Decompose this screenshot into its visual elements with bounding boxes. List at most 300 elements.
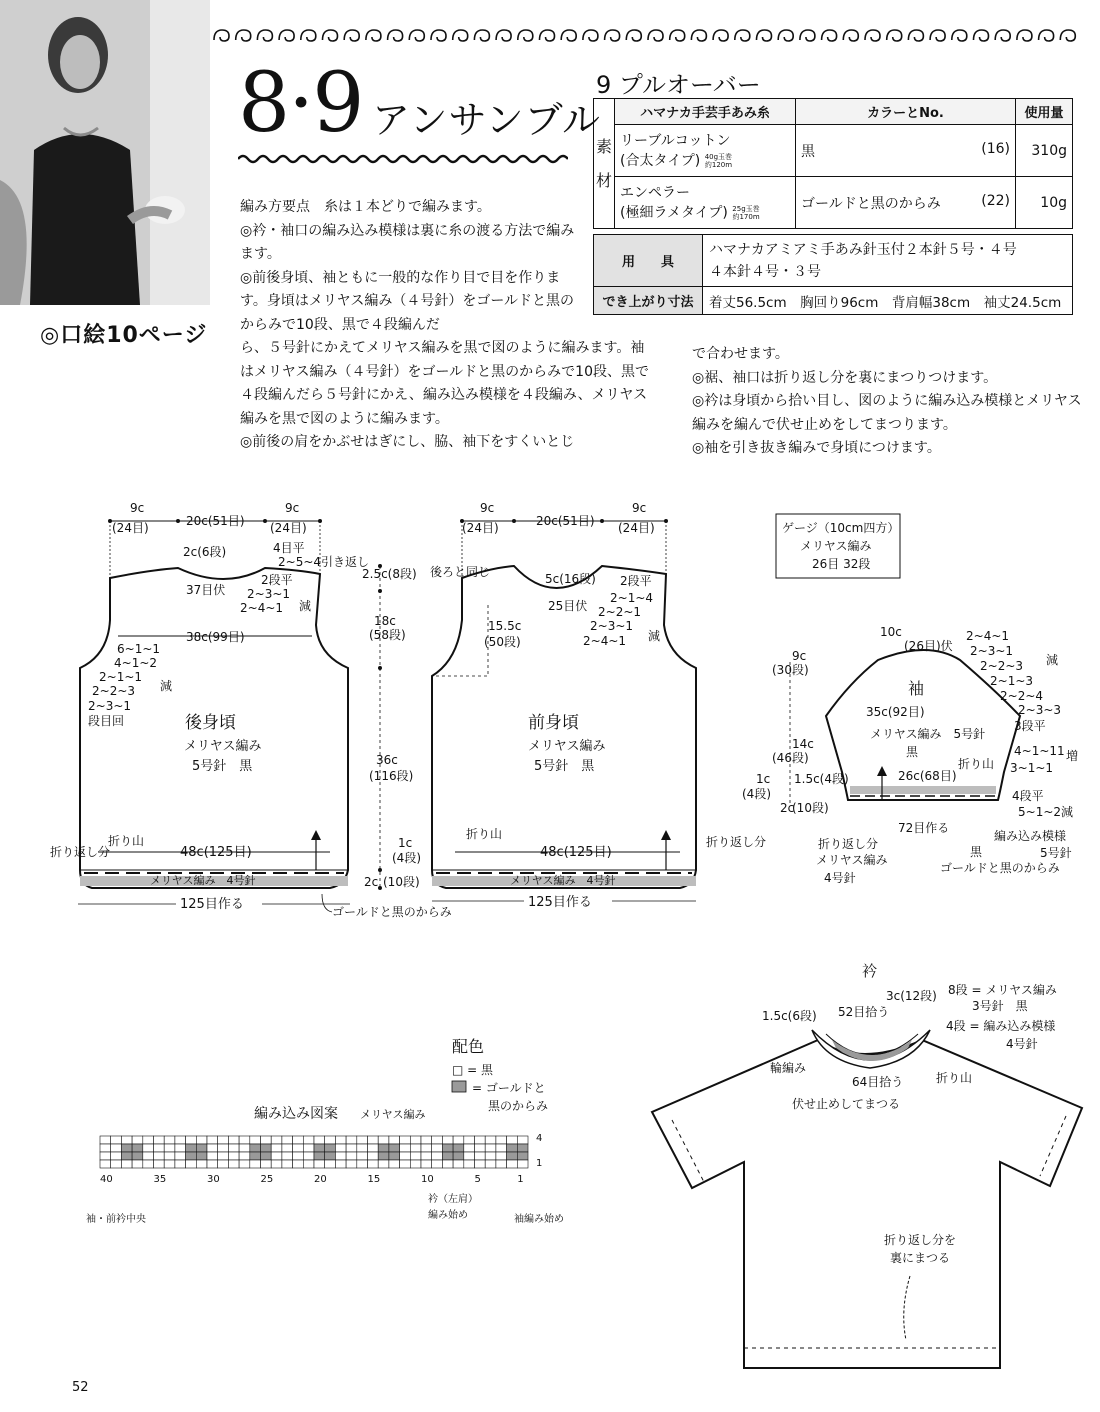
header-yarn: ハマナカ手芸手あみ糸 <box>615 99 796 125</box>
chart-cell <box>239 1136 250 1144</box>
chart-tick-label: 20 <box>314 1174 327 1185</box>
chart-note-collar-2: 編み始め <box>428 1210 468 1221</box>
chart-cell <box>421 1144 432 1152</box>
chart-cell <box>378 1136 389 1144</box>
chart-tick-label: 10 <box>421 1174 434 1185</box>
sleeve-cuff-dec-2: 5~1~2減 <box>1018 805 1074 819</box>
dim-d1: 2.5c(8段) <box>362 567 417 581</box>
sleeve-colorwork: 編み込み模様 <box>994 829 1067 843</box>
chart-cell <box>143 1136 154 1144</box>
chart-cell <box>485 1152 496 1160</box>
chart-cell <box>421 1136 432 1144</box>
dim-d3: 36c <box>376 753 398 767</box>
front-neck-bind: 25目伏 <box>548 599 588 613</box>
sleeve-title: 袖 <box>908 679 925 698</box>
chart-cell <box>485 1160 496 1168</box>
chart-tick-label: 15 <box>367 1174 381 1185</box>
chart-cell <box>410 1136 421 1144</box>
chart-cell <box>186 1136 197 1144</box>
front-neck-depth-2: (50段) <box>484 635 521 649</box>
finished-garment-diagram <box>652 962 1082 1368</box>
chart-cell <box>207 1160 218 1168</box>
chart-tick-label: 40 <box>100 1174 113 1185</box>
chart-cell <box>261 1152 272 1160</box>
chart-cell <box>517 1160 528 1168</box>
sleeve-diagram <box>742 625 1078 885</box>
side-label-1: 素 <box>596 136 613 156</box>
chart-cell <box>303 1152 314 1160</box>
dim-d5: 2c <box>364 875 379 889</box>
chart-cell <box>228 1160 239 1168</box>
yarn-name-1: リーブルコットン <box>620 132 731 149</box>
front-top-left: 9c <box>480 501 495 515</box>
dim-d2b: (58段) <box>369 628 406 642</box>
front-fold-right: 折り返し分 <box>706 835 767 849</box>
back-arm-3: 2~1~1 <box>99 670 143 684</box>
sleeve-cuff-dec-1: 4段平 <box>1012 789 1044 803</box>
instr-5: ◎前後の肩をかぶせはぎにし、脇、袖下をすくいとじ <box>240 434 575 450</box>
chart-cell <box>293 1144 304 1152</box>
chart-cell <box>475 1160 486 1168</box>
skein-2b: 約170m <box>732 212 760 221</box>
sleeve-fold: 折り山 <box>958 757 995 771</box>
sleeve-fold-in: 折り返し分 <box>818 837 879 851</box>
color-num-1: (16) <box>981 140 1010 157</box>
chart-cell <box>164 1152 175 1160</box>
size-label: でき上がり寸法 <box>594 287 703 315</box>
back-needle: 5号針 黒 <box>192 759 253 774</box>
chart-cell <box>335 1144 346 1152</box>
chart-cell <box>453 1144 464 1152</box>
chart-cell <box>346 1152 357 1160</box>
chart-cell <box>378 1144 389 1152</box>
sleeve-cap-h-2: (30段) <box>772 663 809 677</box>
sleeve-fold-in-2: メリヤス編み <box>816 853 888 867</box>
instr-6: で合わせます。 <box>692 346 789 362</box>
back-body-diagram <box>50 501 369 912</box>
dim-d4: 1c <box>398 836 413 850</box>
chart-cell <box>389 1152 400 1160</box>
tools-line-1: ハマナカアミアミ手あみ針玉付２本針５号・４号 <box>709 241 1017 258</box>
chart-cell <box>261 1136 272 1144</box>
chart-cell <box>196 1160 207 1168</box>
front-needle: 5号針 黒 <box>534 759 595 774</box>
length-dimensions <box>362 564 421 890</box>
instr-3: ◎前後身頃、袖ともに一般的な作り目で目を作ります。身頃はメリヤス編み（４号針）をゴールドと黒のからみで10段、黒で４段編んだ <box>240 269 575 333</box>
sleeve-cuff-h: 1c <box>756 772 771 786</box>
chart-tick-label: 30 <box>207 1174 220 1185</box>
chart-cell <box>111 1152 122 1160</box>
front-cast-on: 125目作る <box>528 895 592 910</box>
front-hem-band: メリヤス編み 4号針 <box>510 874 616 887</box>
chart-cell <box>282 1144 293 1152</box>
chart-cell <box>346 1144 357 1152</box>
sleeve-cuff-h4-2: (10段) <box>792 801 829 815</box>
front-neck-dec-5: 2~4~1 <box>583 634 627 648</box>
chart-cell <box>421 1152 432 1160</box>
legend-gold-2: 黒のからみ <box>488 1099 549 1113</box>
chart-cell <box>314 1136 325 1144</box>
amount-2: 10g <box>1016 177 1073 229</box>
sleeve-inc-1: 3段平 <box>1014 719 1046 733</box>
back-top-left: 9c <box>130 501 145 515</box>
chart-cell <box>111 1160 122 1168</box>
sleeve-cuff-w: 26c(68目) <box>898 769 957 783</box>
gauge-line-3: 26目 32段 <box>812 557 871 571</box>
back-neck-dec-3: 2~4~1 <box>240 601 284 615</box>
instr-9: ◎袖を引き抜き編みで身頃につけます。 <box>692 440 941 456</box>
back-neck-bind: 37目伏 <box>186 583 226 597</box>
dim-d2: 18c <box>374 614 396 628</box>
chart-tick-label: 5 <box>474 1174 481 1185</box>
sleeve-cap-7: 2~3~3 <box>1018 703 1062 717</box>
chart-cell <box>368 1144 379 1152</box>
sleeve-black: 黒 <box>970 845 983 859</box>
chart-cell <box>271 1144 282 1152</box>
chart-cell <box>432 1144 443 1152</box>
chart-cell <box>186 1144 197 1152</box>
chart-cell <box>378 1152 389 1160</box>
front-neck-rows: 5c(16段) <box>545 572 596 586</box>
chart-tick-label: 1 <box>517 1174 524 1185</box>
skein-2a: 25g玉巻 <box>732 204 760 213</box>
chart-cell <box>485 1136 496 1144</box>
sleeve-inc-word: 増 <box>1066 749 1079 763</box>
sleeve-body-h: 14c <box>792 737 814 751</box>
chart-cell <box>421 1160 432 1168</box>
legend-gold: = ゴールドと <box>472 1081 546 1095</box>
collar-n3: 3c(12段) <box>886 989 937 1003</box>
chart-cell <box>453 1136 464 1144</box>
sleeve-stitch: メリヤス編み 5号針 <box>870 727 986 741</box>
chart-cell <box>228 1144 239 1152</box>
front-dec-word: 減 <box>648 629 661 643</box>
back-fold-left: 折り返し分 <box>50 845 111 859</box>
collar-n11: 伏せ止めしてまつる <box>792 1097 901 1111</box>
sleeve-colorwork-2: 5号針 <box>1040 846 1072 860</box>
chart-cell <box>154 1144 165 1152</box>
chart-cell <box>357 1136 368 1144</box>
chart-cell <box>250 1136 261 1144</box>
gauge-line-1: ゲージ（10cm四方） <box>782 521 900 535</box>
chart-cell <box>186 1160 197 1168</box>
chart-cell <box>132 1136 143 1144</box>
chart-row-label-1: 1 <box>536 1158 543 1169</box>
collar-n9: 64目拾う <box>852 1075 904 1089</box>
sleeve-cap-5: 2~1~3 <box>990 674 1034 688</box>
chart-cell <box>154 1136 165 1144</box>
chart-cell <box>507 1152 518 1160</box>
chart-cell <box>218 1136 229 1144</box>
dim-d4b: (4段) <box>392 851 421 865</box>
collar-n5: 3号針 黒 <box>972 999 1028 1013</box>
back-neck-dec-1: 2段平 <box>261 573 293 587</box>
chart-cell <box>475 1152 486 1160</box>
chart-cell <box>303 1160 314 1168</box>
chart-cell <box>175 1152 186 1160</box>
chart-cell <box>303 1144 314 1152</box>
collar-n12: 折り返し分を <box>884 1233 957 1247</box>
chart-tick-label: 25 <box>260 1174 274 1185</box>
chart-cell <box>271 1136 282 1144</box>
chart-cell <box>485 1144 496 1152</box>
color-num-2: (22) <box>981 192 1010 209</box>
back-shoulder: 4目平 <box>273 541 305 555</box>
chart-cell <box>121 1136 132 1144</box>
collar-n4: 8段 = メリヤス編み <box>948 983 1057 997</box>
yarn-type-2: (極細ラメタイプ) <box>620 204 728 221</box>
collar-n10: 折り山 <box>936 1071 973 1085</box>
chart-cell <box>282 1136 293 1144</box>
chart-cell <box>282 1152 293 1160</box>
skein-1a: 40g玉巻 <box>704 152 733 161</box>
chart-cell <box>132 1144 143 1152</box>
collar-n7: 4号針 <box>1006 1037 1038 1051</box>
chart-note-center: 袖・前衿中央 <box>86 1214 146 1225</box>
chart-cell <box>346 1160 357 1168</box>
chart-cell <box>389 1136 400 1144</box>
chart-cell <box>335 1152 346 1160</box>
chart-cell <box>175 1160 186 1168</box>
chart-cell <box>442 1152 453 1160</box>
chart-cell <box>400 1136 411 1144</box>
chart-cell <box>378 1160 389 1168</box>
collar-title: 衿 <box>862 962 878 980</box>
chart-cell <box>432 1160 443 1168</box>
chart-cell <box>368 1152 379 1160</box>
back-top-right-2: (24目) <box>270 521 307 535</box>
side-label-2: 材 <box>596 170 613 190</box>
back-top-mid: 20c(51目) <box>186 514 245 528</box>
sleeve-fold-in-3: 4号針 <box>824 871 856 885</box>
sleeve-body-h-2: (46段) <box>772 751 809 765</box>
back-width: 38c(99目) <box>186 630 245 644</box>
back-arm-1: 6~1~1 <box>117 642 161 656</box>
chart-cell <box>207 1152 218 1160</box>
back-arm-6: 段目回 <box>88 714 125 728</box>
chart-cell <box>250 1152 261 1160</box>
sleeve-inc-3: 3~1~1 <box>1010 761 1054 775</box>
chart-cell <box>357 1152 368 1160</box>
chart-cell <box>132 1152 143 1160</box>
chart-cell <box>496 1160 507 1168</box>
back-hem-width: 48c(125目) <box>180 845 252 860</box>
back-top-left-2: (24目) <box>112 521 149 535</box>
chart-cell <box>239 1144 250 1152</box>
chart-cell <box>228 1136 239 1144</box>
chart-cell <box>400 1144 411 1152</box>
chart-cell <box>314 1144 325 1152</box>
front-yarn-note: ゴールドと黒のからみ <box>332 905 452 919</box>
back-stitch: メリヤス編み <box>184 739 262 754</box>
pattern-number: 8·9 <box>238 56 363 151</box>
yarn-name-2: エンペラー <box>620 184 691 201</box>
chart-cell <box>464 1152 475 1160</box>
sleeve-cap: 10c <box>880 625 902 639</box>
sleeve-cap-1: 2~4~1 <box>966 629 1010 643</box>
chart-cell <box>303 1136 314 1144</box>
chart-cell <box>475 1136 486 1144</box>
chart-cell <box>517 1136 528 1144</box>
chart-cell <box>121 1152 132 1160</box>
chart-cell <box>100 1136 111 1144</box>
chart-cell <box>282 1160 293 1168</box>
chart-cell <box>389 1160 400 1168</box>
chart-cell <box>100 1160 111 1168</box>
chart-cell <box>143 1160 154 1168</box>
sleeve-cap-2: (26目)伏 <box>904 639 953 653</box>
collar-n13: 裏にまつる <box>890 1251 951 1265</box>
chart-cell <box>132 1160 143 1168</box>
front-top-left-2: (24目) <box>462 521 499 535</box>
chart-cell <box>453 1152 464 1160</box>
chart-cell <box>121 1160 132 1168</box>
front-top-right: 9c <box>632 501 647 515</box>
chart-cell <box>368 1136 379 1144</box>
chart-cell <box>154 1160 165 1168</box>
chart-cell <box>228 1152 239 1160</box>
front-neck-depth: 15.5c <box>488 619 522 633</box>
sleeve-cast-on: 72目作る <box>898 821 950 835</box>
chart-cell <box>496 1144 507 1152</box>
amount-1: 310g <box>1016 125 1073 177</box>
chart-cell <box>442 1160 453 1168</box>
back-hem-fold: 折り山 <box>108 834 145 848</box>
chart-cell <box>357 1144 368 1152</box>
chart-cell <box>271 1152 282 1160</box>
chart-tick-label: 35 <box>153 1174 167 1185</box>
chart-cell <box>517 1152 528 1160</box>
chart-cell <box>186 1152 197 1160</box>
sleeve-cuff-h-2: (4段) <box>742 787 771 801</box>
chart-cell <box>250 1160 261 1168</box>
chart-title: 編み込み図案 <box>254 1106 338 1122</box>
back-neck-dec-2: 2~3~1 <box>247 587 291 601</box>
chart-cell <box>196 1144 207 1152</box>
chart-cell <box>207 1136 218 1144</box>
chart-cell <box>507 1136 518 1144</box>
back-hem-band: メリヤス編み 4号針 <box>150 874 256 887</box>
chart-cell <box>410 1152 421 1160</box>
sleeve-cap-h: 9c <box>792 649 807 663</box>
chart-cell <box>154 1152 165 1160</box>
chart-cell <box>335 1160 346 1168</box>
skein-1b: 約120m <box>704 160 733 169</box>
chart-cell <box>314 1160 325 1168</box>
front-top-mid: 20c(51目) <box>536 514 595 528</box>
dim-d3b: (116段) <box>369 769 414 783</box>
sleeve-yarn-note: ゴールドと黒のからみ <box>940 861 1060 875</box>
back-arm-4: 2~2~3 <box>92 684 136 698</box>
front-body-diagram <box>322 501 766 919</box>
sleeve-cuff-h4: 2c <box>780 801 795 815</box>
size-value: 着丈56.5cm 胸回り96cm 背肩幅38cm 袖丈24.5cm <box>703 287 1073 315</box>
sleeve-cap-3: 2~3~1 <box>970 644 1014 658</box>
instr-7: ◎裾、袖口は折り返し分を裏にまつりつけます。 <box>692 369 998 386</box>
chart-cell <box>464 1136 475 1144</box>
front-stitch: メリヤス編み <box>528 739 606 754</box>
chart-cell <box>389 1144 400 1152</box>
page-number: 52 <box>72 1380 89 1395</box>
chart-cell <box>164 1136 175 1144</box>
gauge-line-2: メリヤス編み <box>800 539 872 553</box>
color-2: ゴールドと黒のからみ <box>801 195 941 212</box>
back-arm-dec: 減 <box>160 679 173 693</box>
chart-cell <box>293 1160 304 1168</box>
chart-cell <box>314 1152 325 1160</box>
chart-cell <box>239 1152 250 1160</box>
chart-note-collar: 衿（左肩） <box>428 1194 478 1205</box>
chart-cell <box>325 1152 336 1160</box>
chart-cell <box>346 1136 357 1144</box>
chart-cell <box>175 1136 186 1144</box>
front-neck-dec-1: 2段平 <box>620 574 652 588</box>
chart-cell <box>111 1136 122 1144</box>
chart-cell <box>143 1152 154 1160</box>
chart-cell <box>517 1144 528 1152</box>
chart-cell <box>325 1136 336 1144</box>
back-arm-5: 2~3~1 <box>88 699 132 713</box>
chart-cell <box>218 1160 229 1168</box>
legend-black: □ = 黒 <box>452 1063 494 1077</box>
chart-cell <box>175 1144 186 1152</box>
pattern-title: アンサンブル <box>372 98 602 142</box>
chart-cell <box>410 1160 421 1168</box>
chart-cell <box>196 1136 207 1144</box>
back-title: 後身頃 <box>185 713 236 733</box>
chart-note-sleeve: 袖編み始め <box>514 1214 564 1225</box>
chart-cell <box>261 1144 272 1152</box>
chart-cell <box>507 1144 518 1152</box>
collar-n2: 52目拾う <box>838 1005 890 1019</box>
tools-label: 用 具 <box>594 235 703 287</box>
chart-cell <box>442 1144 453 1152</box>
chart-cell <box>100 1152 111 1160</box>
chart-cell <box>121 1144 132 1152</box>
sleeve-cap-6: 2~2~4 <box>1000 689 1044 703</box>
back-cast-on: 125目作る <box>180 897 244 912</box>
item-subtitle: 9 プルオーバー <box>596 71 761 99</box>
chart-cell <box>196 1152 207 1160</box>
back-shoulder-note: 2~5~4引き返し <box>278 555 370 569</box>
sleeve-cap-dec: 減 <box>1046 653 1059 667</box>
chart-cell <box>442 1136 453 1144</box>
chart-cell <box>100 1144 111 1152</box>
front-neck-dec-3: 2~2~1 <box>598 605 642 619</box>
chart-cell <box>218 1152 229 1160</box>
dim-d5b: (10段) <box>383 875 420 889</box>
instr-8: ◎衿は身頃から拾い目し、図のように編み込み模様とメリヤス編みを編んで伏せ止めをしてまつります。 <box>692 393 1082 433</box>
front-same-as-back: 後ろと同じ <box>430 565 491 579</box>
back-neck-rows: 2c(6段) <box>183 545 227 559</box>
chart-cell <box>464 1160 475 1168</box>
header-amount: 使用量 <box>1016 99 1073 125</box>
chart-cell <box>432 1152 443 1160</box>
sleeve-width: 35c(92目) <box>866 705 925 719</box>
chart-cell <box>475 1144 486 1152</box>
front-hem-width: 48c(125目) <box>540 845 612 860</box>
back-arm-2: 4~1~2 <box>114 656 158 670</box>
chart-cell <box>507 1160 518 1168</box>
sleeve-color: 黒 <box>906 745 919 759</box>
chart-cell <box>453 1160 464 1168</box>
chart-cell <box>335 1136 346 1144</box>
chart-cell <box>143 1144 154 1152</box>
chart-cell <box>432 1136 443 1144</box>
legend-title: 配色 <box>452 1037 485 1056</box>
back-dec-word: 減 <box>299 599 312 613</box>
chart-cell <box>410 1144 421 1152</box>
